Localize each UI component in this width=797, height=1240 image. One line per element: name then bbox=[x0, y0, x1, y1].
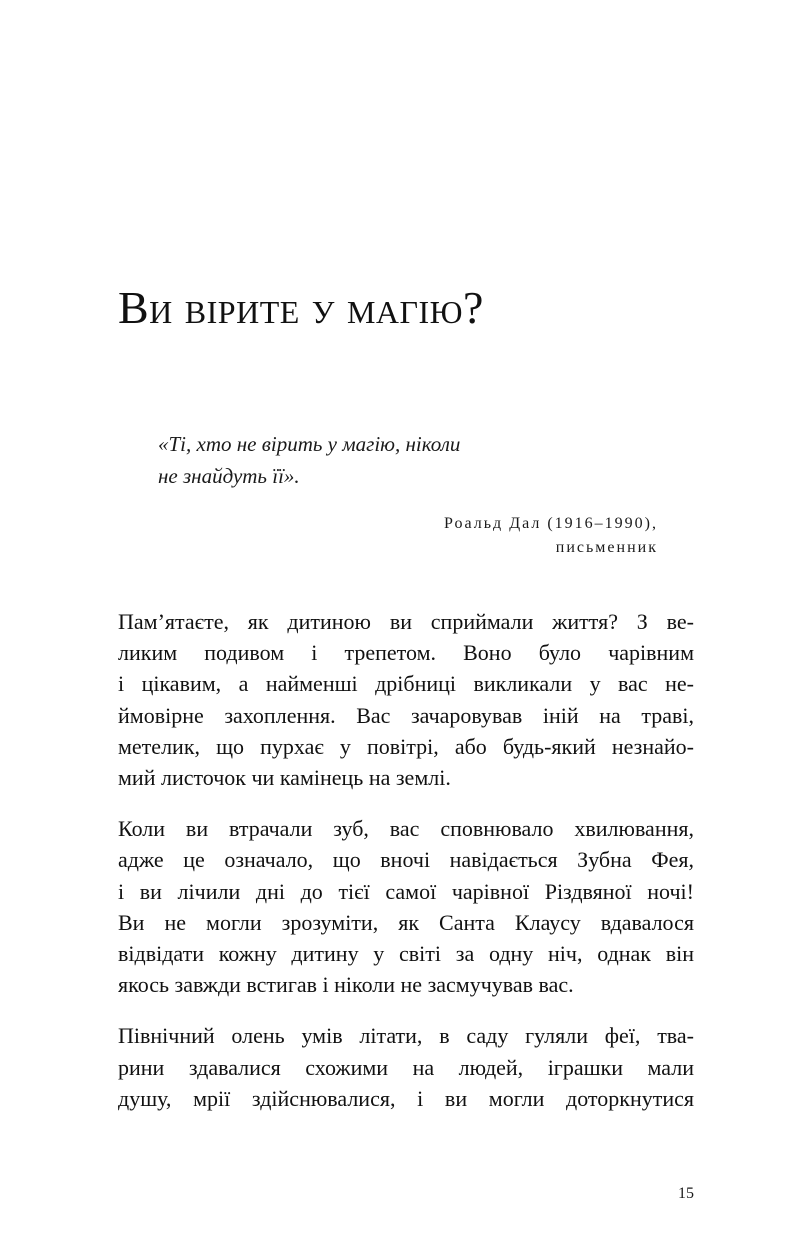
text-line: Коли ви втрачали зуб, вас сповнювало хвилювання, bbox=[118, 816, 694, 842]
epigraph bbox=[158, 428, 658, 560]
text-line: відвідати кожну дитину у світі за одну ніч, однак він bbox=[118, 941, 694, 967]
text-line: метелик, що пурхає у повітрі, або будь-який незнайо- bbox=[118, 733, 694, 759]
text-line: Ви не могли зрозуміти, як Санта Клаусу вдавалося bbox=[118, 909, 694, 935]
text-line: душу, мрії здійснювалися, і ви могли доторкнутися bbox=[118, 1085, 694, 1111]
epigraph-quote bbox=[158, 428, 658, 492]
body-text bbox=[118, 606, 694, 1134]
text-line: Північний олень умів літати, в саду гуляли феї, тва- bbox=[118, 1023, 694, 1049]
text-line: адже це означало, що вночі навідається Зубна Фея, bbox=[118, 847, 694, 873]
paragraph bbox=[118, 606, 694, 793]
epigraph-author-line: письменник bbox=[555, 539, 658, 556]
paragraph bbox=[118, 1020, 694, 1114]
epigraph-attribution bbox=[158, 512, 658, 560]
chapter-title: Ви вірите у магію? bbox=[118, 282, 484, 333]
text-line: мий листочок чи камінець на землі. bbox=[118, 765, 451, 791]
text-line: якось завжди встигав і ніколи не засмучував вас. bbox=[118, 972, 574, 998]
epigraph-quote-line: «Ті, хто не вірить у магію, ніколи bbox=[158, 432, 461, 456]
text-line: Пам’ятаєте, як дитиною ви сприймали життя? З ве- bbox=[118, 609, 694, 634]
text-line: ймовірне захоплення. Вас зачаровував іній на траві, bbox=[118, 702, 694, 728]
text-line: і ви лічили дні до тієї самої чарівної Різдвяної ночі! bbox=[118, 878, 694, 904]
epigraph-author-line: Роальд Дал (1916–1990), bbox=[444, 515, 658, 532]
text-line: і цікавим, а найменші дрібниці викликали у вас не- bbox=[118, 671, 694, 697]
page-number: 15 bbox=[678, 1185, 694, 1202]
epigraph-quote-line: не знайдуть її». bbox=[158, 464, 300, 488]
paragraph bbox=[118, 813, 694, 1000]
text-line: рини здавалися схожими на людей, іграшки мали bbox=[118, 1054, 694, 1080]
text-line: ликим подивом і трепетом. Воно було чарівним bbox=[118, 640, 694, 666]
